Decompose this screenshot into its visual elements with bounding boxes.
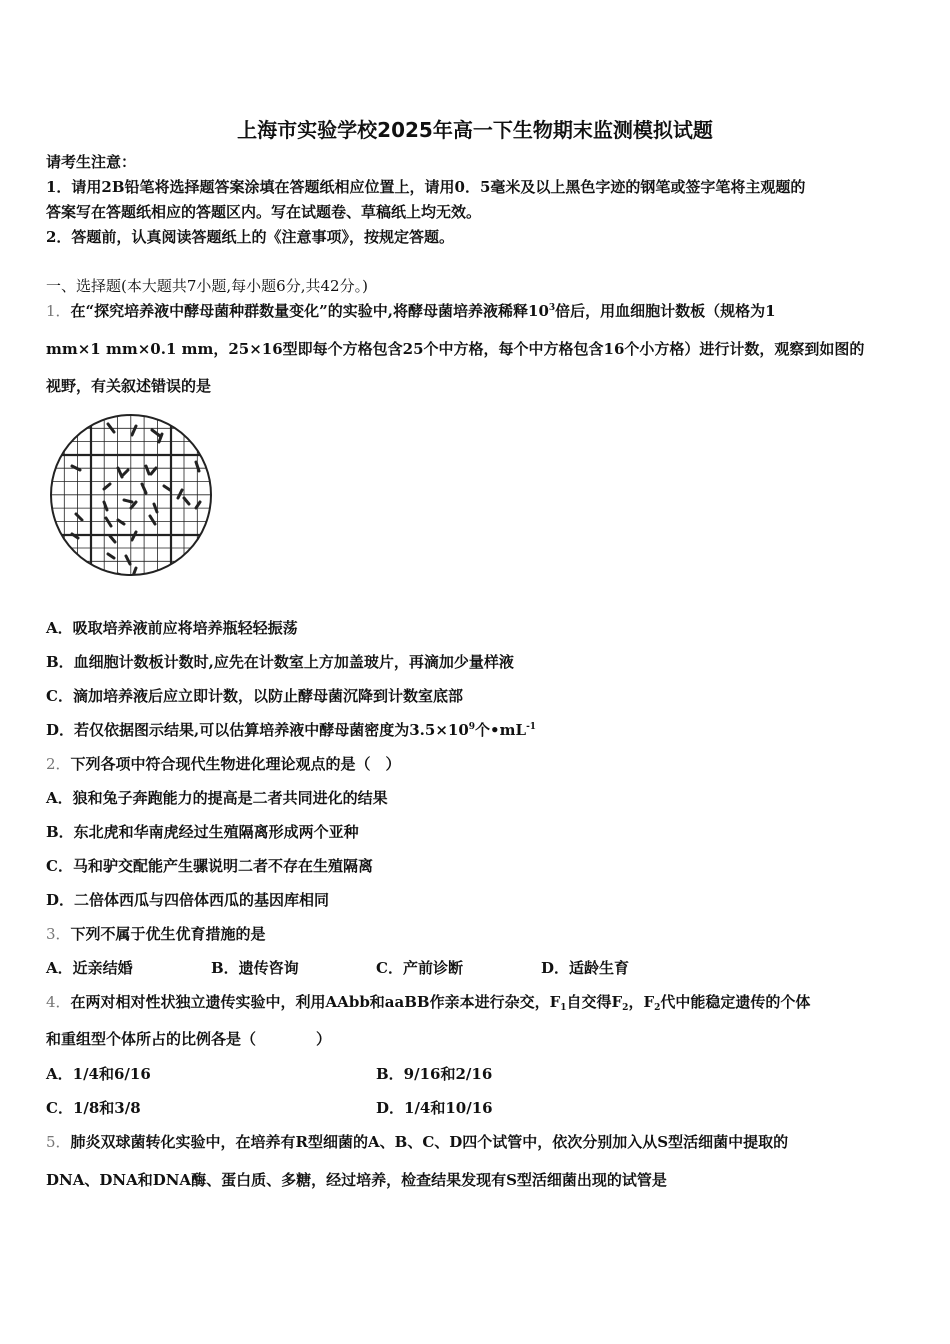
yeast-cell — [151, 468, 156, 474]
q4-option-a: A．1/4和6/16 — [46, 1065, 151, 1083]
q1-number: 1． — [46, 302, 71, 320]
yeast-cell — [118, 520, 124, 524]
hemocytometer-figure — [46, 406, 216, 582]
q5-line-2: DNA、DNA和DNA酶、蛋白质、多糖，经过培养，检查结果发现有S型活细菌出现的试管是 — [46, 1171, 667, 1189]
yeast-cell — [124, 500, 132, 502]
q1-option-b: B．血细胞计数板计数时,应先在计数室上方加盖玻片，再滴加少量样液 — [46, 653, 514, 671]
notice-item-2: 2．答题前，认真阅读答题纸上的《注意事项》，按规定答题。 — [46, 228, 454, 246]
yeast-cell — [146, 466, 149, 474]
yeast-cell — [196, 502, 200, 508]
q3-stem: 3．下列不属于优生优育措施的是 — [46, 925, 266, 943]
yeast-cell — [142, 484, 146, 493]
yeast-cell — [150, 516, 155, 524]
yeast-cell — [178, 490, 182, 498]
q4-line-2: 和重组型个体所占的比例各是（ ） — [46, 1030, 332, 1048]
yeast-cell — [126, 556, 130, 564]
yeast-cell — [132, 532, 136, 540]
q5-number: 5． — [46, 1133, 71, 1151]
yeast-cell — [164, 486, 170, 490]
q2-option-c: C．马和驴交配能产生骡说明二者不存在生殖隔离 — [46, 857, 373, 875]
yeast-cell — [110, 536, 115, 542]
yeast-cell — [196, 462, 199, 471]
q3-option-a: A．近亲结婚 — [46, 959, 133, 977]
page-title: 上海市实验学校2025年高一下生物期末监测模拟试题 — [237, 118, 713, 142]
q2-stem: 2．下列各项中符合现代生物进化理论观点的是（ ） — [46, 755, 401, 773]
notice-heading: 请考生注意： — [46, 153, 137, 171]
q4-option-b: B．9/16和2/16 — [376, 1065, 493, 1083]
q3-option-c: C．产前诊断 — [376, 959, 463, 977]
notice-item-1-line-2: 答案写在答题纸相应的答题区内。写在试题卷、草稿纸上均无效。 — [46, 203, 482, 221]
yeast-cell — [122, 470, 128, 476]
q4-line-1: 4．在两对相对性状独立遗传实验中，利用AAbb和aaBB作亲本进行杂交，$F_1$自交得$F_2$，$F_2$代中能稳定遗传的个体 — [46, 993, 811, 1013]
q1-option-c: C．滴加培养液后应立即计数，以防止酵母菌沉降到计数室底部 — [46, 687, 463, 705]
yeast-cell — [132, 426, 136, 435]
q4-number: 4． — [46, 993, 71, 1011]
q1-line-3: 视野，有关叙述错误的是 — [46, 377, 212, 395]
q5-line-1: 5．肺炎双球菌转化实验中，在培养有R型细菌的A、B、C、D四个试管中，依次分别加入从S型活细菌中提取的 — [46, 1133, 789, 1151]
yeast-cell — [184, 498, 189, 504]
q4-option-d: D．1/4和10/16 — [376, 1099, 493, 1117]
q2-option-a: A．狼和兔子奔跑能力的提高是二者共同进化的结果 — [46, 789, 388, 807]
notice-item-1-line-1: 1．请用2B铅笔将选择题答案涂填在答题纸相应位置上，请用0．5毫米及以上黑色字迹的钢笔或签字笔将主观题的 — [46, 178, 806, 196]
yeast-cell — [106, 518, 111, 526]
q1-line-1: 1．在“探究培养液中酵母菌种群数量变化”的实验中,将酵母菌培养液稀释$10^3$倍后，用血细胞计数板（规格为1 — [46, 302, 776, 320]
yeast-cell — [104, 484, 110, 489]
q2-option-d: D．二倍体西瓜与四倍体西瓜的基因库相同 — [46, 891, 330, 909]
section-heading: 一、选择题(本大题共7小题,每小题6分,共42分。) — [46, 277, 368, 295]
yeast-cell — [72, 466, 80, 470]
q1-option-a: A．吸取培养液前应将培养瓶轻轻振荡 — [46, 619, 298, 637]
q2-option-b: B．东北虎和华南虎经过生殖隔离形成两个亚种 — [46, 823, 359, 841]
yeast-cell — [76, 514, 82, 520]
q3-number: 3． — [46, 925, 71, 943]
q1-option-d: D．若仅依据图示结果,可以估算培养液中酵母菌密度为$3.5\times 10^9$个$•mL^{-1}$ — [46, 721, 537, 739]
q3-option-b: B．遗传咨询 — [211, 959, 299, 977]
yeast-cell — [108, 554, 114, 558]
q2-number: 2． — [46, 755, 71, 773]
yeast-cell — [152, 430, 160, 436]
q4-option-c: C．1/8和3/8 — [46, 1099, 141, 1117]
yeast-cell — [154, 504, 157, 512]
q1-line-2: mm×1 mm×0.1 mm，25×16型即每个方格包含25个中方格，每个中方格包含16个小方格）进行计数，观察到如图的 — [46, 340, 865, 358]
q3-option-d: D．适龄生育 — [541, 959, 630, 977]
